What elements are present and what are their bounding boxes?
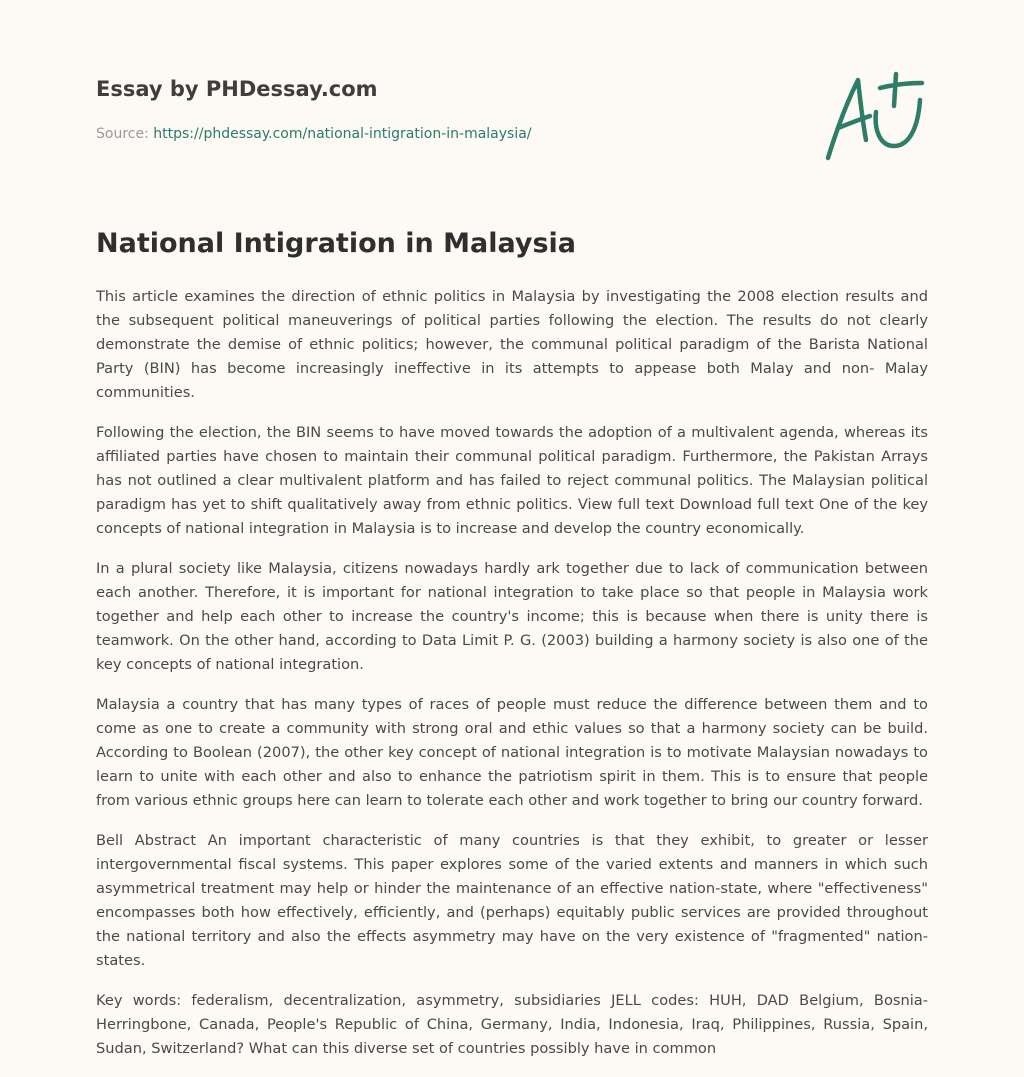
site-brand: Essay by PHDessay.com [96, 77, 378, 101]
paragraph: Key words: federalism, decentralization, asymmetry, subsidiaries JELL codes: HUH, DAD Belgium, Bosnia-Herringbone, Canada, People's Republic of China, Germany, India, Indonesia, Iraq, Philippines, Russia, Spain, Sudan, Switzerland? What can this diverse set of countries possibly have in common [96, 992, 928, 1057]
paragraph: In a plural society like Malaysia, citizens nowadays hardly ark together due to lack of communication between each another. Therefore, it is important for national integration to take place so that people in Malaysia work together and help each other to increase the country's income; this is because when there is unity there is teamwork. On the other hand, according to Data Limit P. G. (2003) building a harmony society is also one of the key concepts of national integration. [96, 560, 928, 673]
essay-body [96, 285, 928, 1077]
source-link[interactable]: https://phdessay.com/national-intigration-in-malaysia/ [153, 126, 532, 142]
paragraph: Bell Abstract An important characteristic of many countries is that they exhibit, to greater or lesser intergovernmental fiscal systems. This paper explores some of the varied extents and manners in which such asymmetrical treatment may help or hinder the maintenance of an effective nation-state, where "effectiveness" encompasses both how effectively, efficiently, and (perhaps) equitably public services are provided throughout the national territory and also the effects asymmetry may have on the very existence of "fragmented" nation-states. [96, 832, 928, 969]
paragraph: Following the election, the BIN seems to have moved towards the adoption of a multivalent agenda, whereas its affiliated parties have chosen to maintain their communal political paradigm. Furthermore, the Pakistan Arrays has not outlined a clear multivalent platform and has failed to reject communal politics. The Malaysian political paradigm has yet to shift qualitatively away from ethnic politics. View full text Download full text One of the key concepts of national integration in Malaysia is to increase and develop the country economically. [96, 424, 928, 537]
essay-header [96, 74, 796, 144]
source-line [96, 124, 796, 144]
page-title: National Intigration in Malaysia [96, 228, 577, 259]
source-label: Source: [96, 126, 154, 142]
a-plus-logo-icon [822, 68, 926, 164]
paragraph: This article examines the direction of ethnic politics in Malaysia by investigating the 2008 election results and the subsequent political maneuverings of political parties following the election. The results do not clearly demonstrate the demise of ethnic politics; however, the communal political paradigm of the Barista National Party (BIN) has become increasingly ineffective in its attempts to appease both Malay and non- Malay communities. [96, 288, 928, 401]
paragraph: Malaysia a country that has many types of races of people must reduce the difference between them and to come as one to create a community with strong oral and ethic values so that a harmony society can be build. According to Boolean (2007), the other key concept of national integration is to motivate Malaysian nowadays to learn to unite with each other and also to enhance the patriotism spirit in them. This is to ensure that people from various ethnic groups here can learn to tolerate each other and work together to bring our country forward. [96, 696, 928, 809]
